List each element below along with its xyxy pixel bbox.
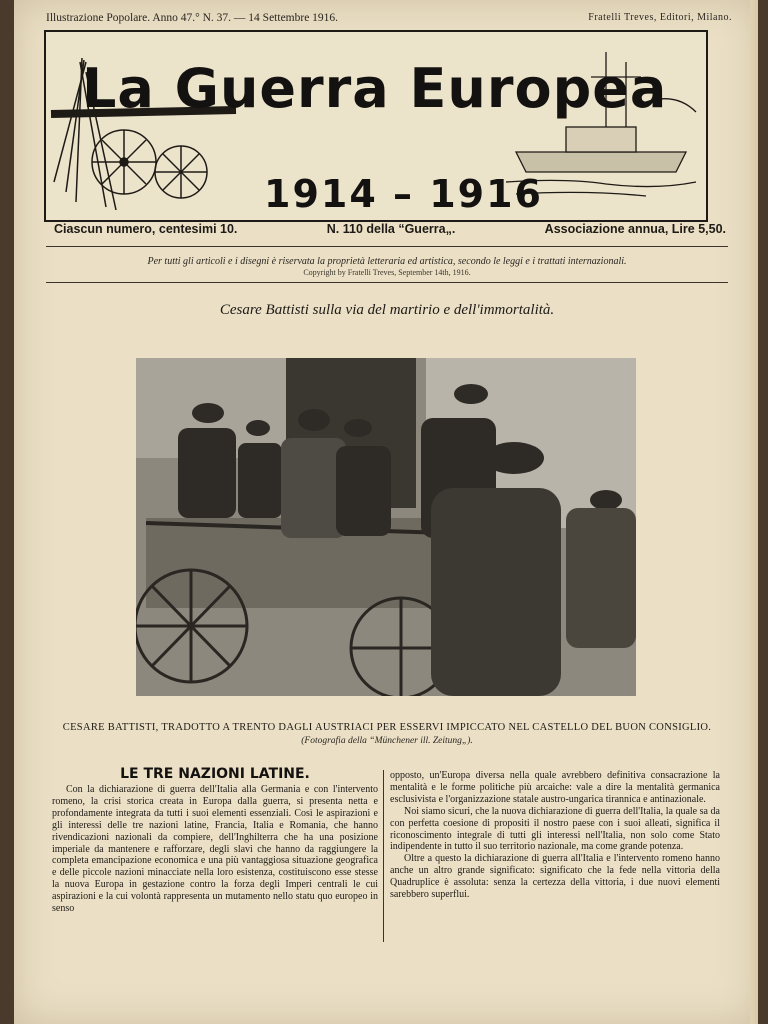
news-photo bbox=[136, 358, 636, 696]
issue-header: Illustrazione Popolare. Anno 47.° N. 37. — 14 Settembre 1916. bbox=[46, 12, 339, 24]
article-paragraph: Oltre a questo la dichiarazione di guerra all'Italia e l'intervento romeno hanno anche un altro grande significato: significato che la fede nella vittoria della Quadruplice è assoluta: senza la certezza della vittoria, i due nuovi elementi sarebbero superflui. bbox=[390, 853, 720, 901]
article-paragraph: opposto, un'Europa diversa nella quale avrebbero definitiva consacrazione la mentalità e le forme politiche più arcaiche: vale a dire la mentalità germanica esclusivista e l'organizzazione statale austro-ungarica tirannica e antinazionale. bbox=[390, 770, 720, 805]
subscription-text: Associazione annua, Lire 5,50. bbox=[544, 222, 726, 236]
article-title: LE TRE NAZIONI LATINE. bbox=[120, 766, 310, 782]
article-column-right bbox=[390, 770, 720, 901]
article-paragraph: Con la dichiarazione di guerra dell'Italia alla Germania e con l'intervento romeno, la crisi storica creata in Europa dalla guerra, si presenta netta e profondamente integrata da tutti i suoi elementi essenziali. Così le aspirazioni e gli interessi delle tre nazioni latine, Francia, Italia e Romania, che hanno rivendicazioni nazionali da compiere, dell'Inghilterra che ha una posizione imperiale da mantenere e rafforzare, degli slavi che hanno da raggiungere la completa emancipazione economica e una più vantaggiosa situazione geografica e delle piccole nazioni minacciate nella loro esistenza, costituiscono esse stesse la nuova Europa in gestazione contro la forza degli Imperi centrali le cui aspirazioni e la cui volontà rappresenta un mutamento nello statu quo europeo in senso bbox=[52, 784, 378, 915]
article-paragraph: Noi siamo sicuri, che la nuova dichiarazione di guerra dell'Italia, la quale sa da con perfetta coesione di propositi il nostro paese con i suoi alleati, significa il riconoscimento integrale di tutti gli interessi nell'Italia, non solo come Stato indipendente in tutto il suo territorio nazionale, ma come grande potenza. bbox=[390, 805, 720, 853]
info-bar bbox=[54, 222, 726, 236]
copyright-notice: Copyright by Fratelli Treves, September 14th, 1916. bbox=[303, 268, 471, 277]
publisher-header: Fratelli Treves, Editori, Milano. bbox=[588, 12, 732, 23]
masthead-title: La Guerra Europea bbox=[82, 57, 668, 120]
divider bbox=[46, 282, 728, 283]
header-line bbox=[46, 12, 732, 24]
column-divider bbox=[383, 770, 384, 942]
photo-caption: CESARE BATTISTI, TRADOTTO A TRENTO DAGLI AUSTRIACI PER ESSERVI IMPICCATO NEL CASTELLO DEL BUON CONSIGLIO. bbox=[62, 722, 712, 733]
issue-number: N. 110 della “Guerra„. bbox=[326, 222, 456, 236]
price-text: Ciascun numero, centesimi 10. bbox=[54, 222, 238, 236]
photo-credit: (Fotografia della “Münchener ill. Zeitung„). bbox=[301, 736, 473, 746]
masthead-years: 1914 – 1916 bbox=[264, 172, 543, 216]
divider bbox=[46, 246, 728, 247]
headline: Cesare Battisti sulla via del martirio e dell'immortalità. bbox=[219, 302, 555, 318]
photo-illustration bbox=[136, 358, 636, 696]
rights-notice: Per tutti gli articoli e i disegni è riservata la proprietà letteraria ed artistica, secondo le leggi e i trattati internazionali. bbox=[147, 256, 627, 267]
masthead bbox=[44, 30, 708, 222]
article-column-left bbox=[52, 784, 378, 915]
